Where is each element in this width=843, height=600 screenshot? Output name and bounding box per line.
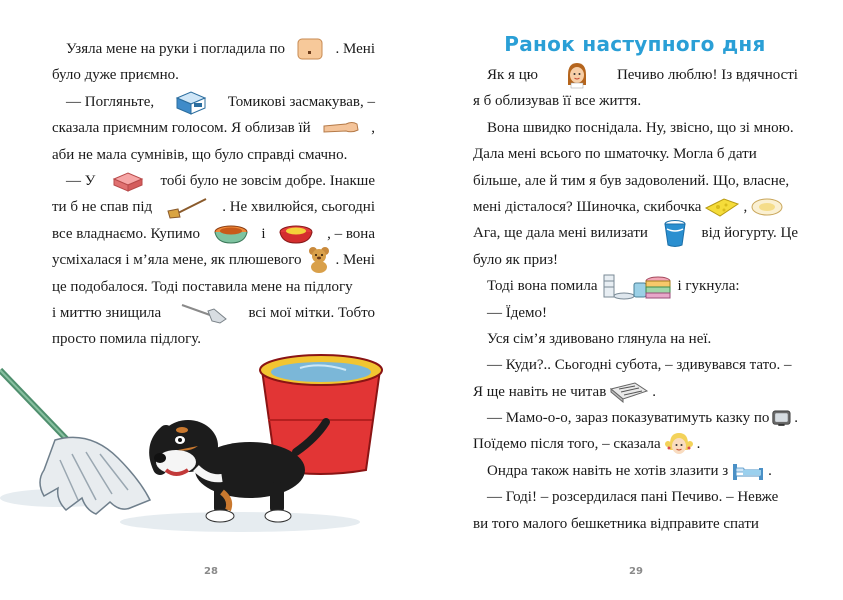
text-line: було як приз! — [473, 251, 559, 268]
chapter-title: Ранок наступного дня — [504, 32, 766, 56]
cheese-slice-icon — [704, 196, 740, 218]
text-line: Тоді вона помила і гукнула: — [473, 273, 798, 299]
egg-icon — [750, 197, 784, 217]
text-line: я б облизував її все життя. — [473, 93, 642, 110]
food-bowl-icon — [213, 223, 249, 245]
text-line: Ага, ще дала мені вилизати від йогурту. Це — [473, 220, 798, 246]
dishes-stack-icon — [600, 271, 674, 301]
text-line: Уся сім’я здивовано глянула на неї. — [487, 330, 712, 347]
text-line: — Їдемо! — [487, 304, 548, 321]
text-line: ти б не спав під . Не хвилюйся, сьогодні — [52, 194, 375, 220]
text-line: більше, але й тим я був задоволений. Що, власне, — [473, 172, 790, 189]
teddy-bear-icon — [307, 246, 331, 274]
text-line: було дуже приємно. — [52, 67, 179, 84]
hand-icon — [322, 118, 360, 138]
text-line: Поїдемо після того, – сказала . — [473, 431, 798, 457]
text-line: просто помила підлогу. — [52, 331, 202, 348]
left-page — [0, 0, 421, 600]
girl-face-icon — [664, 430, 694, 460]
dog-bed-icon — [111, 169, 145, 193]
text-line: аби не мала сумнівів, що було справді смачно. — [52, 146, 348, 163]
text-line: і миттю знищила всі мої мітки. Тобто — [52, 300, 375, 326]
bed-icon — [731, 460, 765, 482]
dog-mop-bucket-icon — [0, 350, 421, 570]
right-page — [421, 0, 843, 600]
text-line: мені дісталося? Шиночка, скибочка , — [473, 194, 798, 220]
water-bowl-icon — [278, 223, 314, 245]
text-line: — Куди?.. Сьогодні субота, – здивувався тато. – — [487, 357, 792, 374]
page-number-right: 29 — [629, 566, 643, 577]
text-line: Я ще навіть не читав . — [473, 379, 798, 405]
text-line: — Мамо-о-о, зараз показуватимуть казку по . — [473, 405, 798, 431]
text-line: — Погляньте, Томикові засмакував, – — [52, 89, 375, 115]
tv-icon — [772, 407, 791, 429]
newspaper-icon — [609, 381, 649, 403]
dog-food-box-icon — [174, 89, 208, 115]
text-line: Узяла мене на руки і погладила по . Мені — [52, 36, 375, 62]
broom-icon — [166, 197, 208, 219]
text-line: ви того малого бешкетника відправите спати — [473, 515, 759, 532]
woman-face-icon — [565, 61, 589, 89]
text-line: усміхалася і м’яла мене, як плюшевого . Мені — [52, 247, 375, 273]
text-line: все владнаємо. Купимо і , – вона — [52, 221, 375, 247]
text-line: сказала приємним голосом. Я облизав їй , — [52, 115, 375, 141]
text-line: це подобалося. Тоді поставила мене на підлогу — [52, 278, 353, 295]
mop-icon — [180, 301, 230, 325]
text-line: Як я цю Печиво люблю! Із вдячності — [473, 62, 798, 88]
page-number-left: 28 — [204, 566, 218, 577]
text-line: — Годі! – розсердилася пані Печиво. – Невже — [487, 489, 779, 506]
right-page-text — [473, 62, 798, 537]
head-icon — [297, 38, 323, 60]
text-line: Вона швидко поснідала. Ну, звісно, що зі мною. — [487, 119, 794, 136]
text-line: Дала мені всього по шматочку. Могла б дати — [473, 146, 757, 163]
text-line: — У тобі було не зовсім добре. Інакше — [52, 168, 375, 194]
text-line: Ондра також навіть не хотів злазити з . — [473, 458, 798, 484]
dog-illustration — [0, 350, 421, 570]
yogurt-cup-icon — [663, 219, 687, 249]
left-page-text — [52, 36, 375, 353]
